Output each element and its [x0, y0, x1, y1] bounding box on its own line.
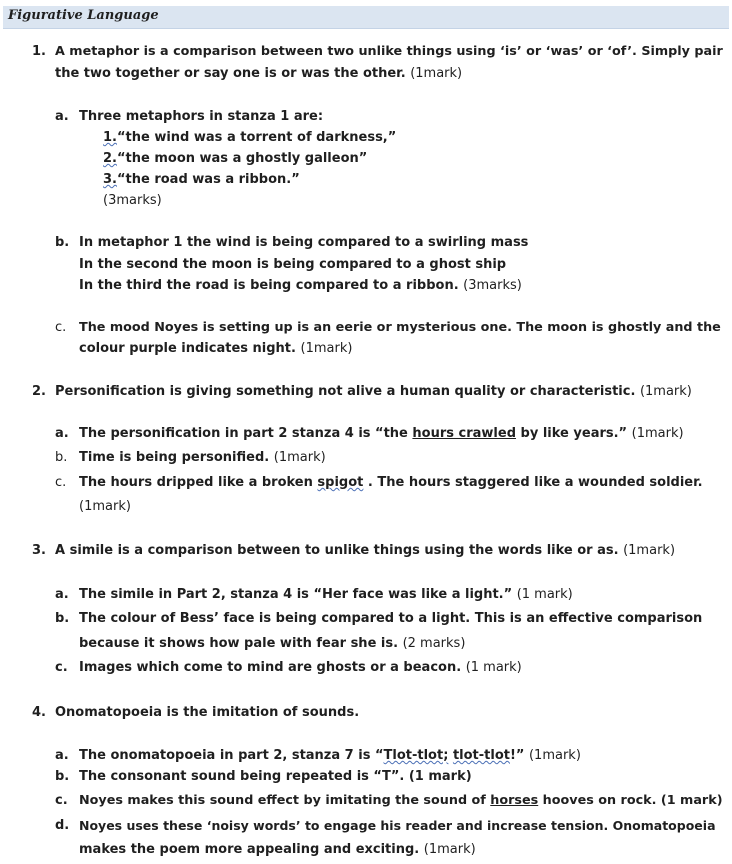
q2a-label: a. [55, 426, 69, 441]
q4d-mark: (1mark) [423, 842, 476, 857]
q3a-label: a. [55, 587, 69, 602]
q2c-label: c. [55, 475, 67, 490]
q4-number: 4. [32, 705, 46, 720]
q2a-mark: (1mark) [631, 426, 684, 441]
q3c-line: Images which come to mind are ghosts or a beacon. (1 mark) [79, 660, 522, 675]
q1b-line-1: In metaphor 1 the wind is being compared to a swirling mass [79, 235, 529, 250]
q1a-label: a. [55, 109, 69, 124]
q3b-line-1: The colour of Bess’ face is being compared to a light. This is an effective comparison [79, 611, 703, 626]
q3c-mark: (1 mark) [465, 660, 522, 675]
q4d-line-1: Noyes uses these ‘noisy words’ to engage his reader and increase tension. Onomatopoeia [79, 818, 716, 833]
q2a-line: The personification in part 2 stanza 4 is “the hours crawled by like years.” (1mark) [79, 426, 684, 441]
q1b-line-3: In the third the road is being compared to a ribbon. (3marks) [79, 278, 522, 293]
q3c-label: c. [55, 660, 68, 675]
q1a-mark: (3marks) [103, 193, 162, 208]
q3-mark: (1mark) [623, 543, 676, 558]
q3b-line-2: because it shows how pale with fear she is. (2 marks) [79, 636, 466, 651]
q1b-line-2: In the second the moon is being compared to a ghost ship [79, 257, 507, 272]
q3a-line: The simile in Part 2, stanza 4 is “Her face was like a light.” (1 mark) [79, 587, 573, 602]
q4c-line: Noyes makes this sound effect by imitating the sound of horses hooves on rock. (1 mark) [79, 793, 723, 808]
section-header [3, 6, 729, 29]
q1b-label: b. [55, 235, 70, 250]
q1b-mark: (3marks) [463, 278, 522, 293]
q4b-line: The consonant sound being repeated is “T”. (1 mark) [79, 769, 472, 784]
q2b-mark: (1mark) [273, 450, 326, 465]
q4b-label: b. [55, 769, 70, 784]
q4a-line: The onomatopoeia in part 2, stanza 7 is “Tlot-tlot; tlot-tlot!” (1mark) [79, 748, 581, 763]
q3a-mark: (1 mark) [516, 587, 573, 602]
q1c-line-1: The mood Noyes is setting up is an eerie or mysterious one. The moon is ghostly and the [79, 320, 721, 335]
q1a-item-3: 3.“the road was a ribbon.” [103, 172, 300, 187]
q1c-line-2: colour purple indicates night. (1mark) [79, 341, 353, 356]
q2b-label: b. [55, 450, 68, 465]
q1a-intro: Three metaphors in stanza 1 are: [79, 109, 324, 124]
q2-mark: (1mark) [639, 384, 692, 399]
q1-line-1: A metaphor is a comparison between two unlike things using ‘is’ or ‘was’ or ‘of’. Simply pair [55, 44, 723, 59]
q1a-item-2: 2.“the moon was a ghostly galleon” [103, 151, 368, 166]
q3-number: 3. [32, 543, 46, 558]
q4-line: Onomatopoeia is the imitation of sounds. [55, 705, 360, 720]
q1-number: 1. [32, 44, 46, 59]
q3b-label: b. [55, 611, 70, 626]
q2c-line-1: The hours dripped like a broken spigot . The hours staggered like a wounded soldier. [79, 475, 703, 490]
q4a-mark: (1mark) [528, 748, 581, 763]
q2b-line: Time is being personified. (1mark) [79, 450, 326, 465]
q4c-label: c. [55, 793, 68, 808]
q3-line: A simile is a comparison between to unlike things using the words like or as. (1mark) [55, 543, 676, 558]
q3b-mark: (2 marks) [402, 636, 466, 651]
q4a-label: a. [55, 748, 69, 763]
q4d-label: d. [55, 818, 70, 833]
section-title: Figurative Language [8, 8, 159, 23]
q1-mark: (1mark) [410, 66, 463, 81]
q2c-mark: (1mark) [79, 499, 131, 514]
q1-line-2: the two together or say one is or was the other. (1mark) [55, 66, 463, 81]
q1c-mark: (1mark) [300, 341, 353, 356]
q2-number: 2. [32, 384, 46, 399]
q1c-label: c. [55, 320, 67, 335]
q2-line: Personification is giving something not alive a human quality or characteristic. (1mark) [55, 384, 692, 399]
q1a-item-1: 1.“the wind was a torrent of darkness,” [103, 130, 397, 145]
q4d-line-2: makes the poem more appealing and exciting. (1mark) [79, 842, 476, 857]
